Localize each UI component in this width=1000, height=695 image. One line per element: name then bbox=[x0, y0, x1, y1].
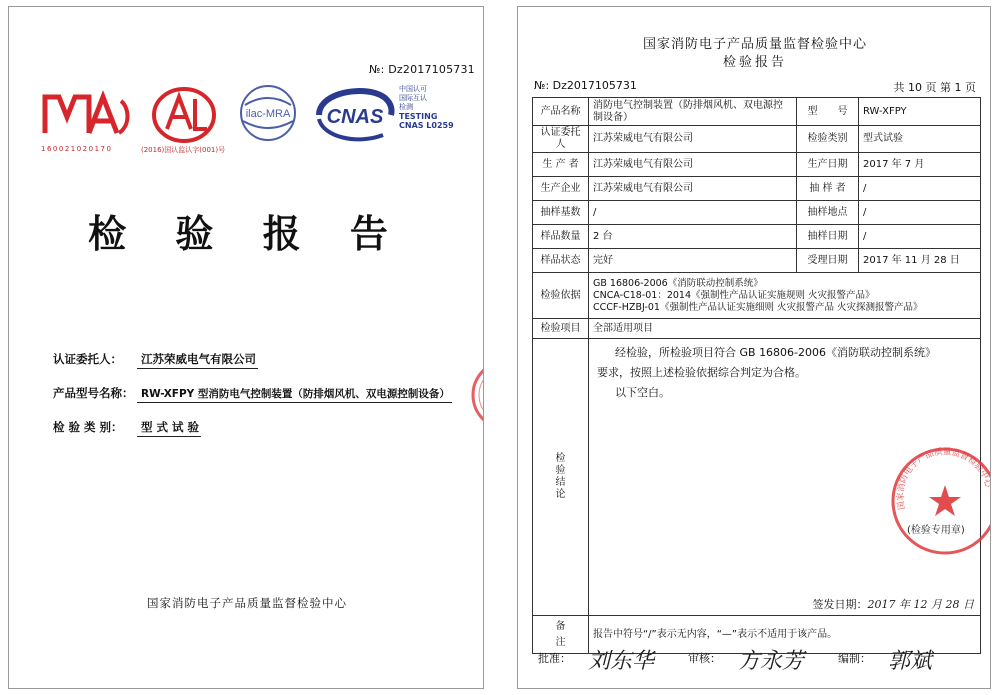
model-label: 型 号 bbox=[797, 98, 859, 126]
cnas-testing: TESTING bbox=[399, 112, 438, 121]
sample-qty-label: 样品数量 bbox=[533, 225, 589, 249]
inspect-type-value: 型式试验 bbox=[859, 126, 981, 153]
sign-date-label: 签发日期： bbox=[812, 598, 868, 611]
items-value: 全部适用项目 bbox=[589, 319, 981, 339]
report-header-org: 国家消防电子产品质量监督检验中心 bbox=[642, 37, 867, 52]
inspect-type-label: 检验类别 bbox=[797, 126, 859, 153]
approve-label: 批准： bbox=[538, 652, 571, 665]
cma-code: 160021020170 bbox=[41, 145, 113, 153]
conclusion-line-1: 经检验，所检验项目符合 GB 16806-2006《消防联动控制系统》 bbox=[615, 346, 937, 359]
sample-place-value: / bbox=[859, 201, 981, 225]
seal-label: (检验专用章) bbox=[907, 525, 965, 536]
basis-line-2: CNCA-C18-01：2014《强制性产品认证实施规则 火灾报警产品》 bbox=[593, 289, 875, 301]
report-number: №: Dz2017105731 bbox=[534, 79, 637, 92]
seal-arc-text: 国家消防电子产品质量监督检验中心 bbox=[895, 447, 994, 511]
client-label: 认证委托人 bbox=[533, 126, 589, 153]
compile-signature: 郭斌 bbox=[888, 649, 933, 674]
compile-label: 编制： bbox=[838, 652, 871, 665]
producer-value: 江苏荣威电气有限公司 bbox=[589, 153, 797, 177]
cover-field-type bbox=[53, 419, 473, 437]
conclusion-body bbox=[589, 339, 994, 615]
table-row bbox=[533, 225, 981, 249]
table-row bbox=[533, 177, 981, 201]
cnas-side-cn-1: 中国认可 bbox=[399, 85, 427, 93]
cover-center-name: 国家消防电子产品质量监督检验中心 bbox=[147, 596, 347, 610]
inspection-seal-icon bbox=[889, 445, 994, 557]
cover-field-client-value: 江苏荣威电气有限公司 bbox=[137, 351, 258, 369]
sampler-value: / bbox=[859, 177, 981, 201]
accept-date-value: 2017 年 11 月 28 日 bbox=[859, 249, 981, 273]
sign-date bbox=[813, 599, 974, 611]
svg-text:CNAS: CNAS bbox=[326, 106, 384, 128]
sample-date-value: / bbox=[859, 225, 981, 249]
report-header-title: 检验报告 bbox=[722, 55, 787, 70]
conclusion-label-char: 检 bbox=[555, 453, 566, 464]
factory-label: 生产企业 bbox=[533, 177, 589, 201]
cal-logo-icon bbox=[149, 85, 219, 145]
conclusion-label-char: 论 bbox=[555, 489, 566, 500]
cnas-logo-icon bbox=[313, 85, 397, 147]
seal-edge-icon bbox=[469, 355, 484, 435]
cover-title: 检 验 报 告 bbox=[88, 212, 406, 256]
table-row bbox=[533, 319, 981, 339]
accept-date-label: 受理日期 bbox=[797, 249, 859, 273]
report-table bbox=[532, 97, 994, 654]
prod-date-value: 2017 年 7 月 bbox=[859, 153, 981, 177]
producer-label: 生 产 者 bbox=[533, 153, 589, 177]
basis-line-3: CCCF-HZBJ-01《强制性产品认证实施细则 火灾报警产品 火灾探测报警产品》 bbox=[593, 301, 923, 313]
certification-logos bbox=[37, 79, 457, 159]
factory-value: 江苏荣威电气有限公司 bbox=[589, 177, 797, 201]
cma-logo-icon bbox=[41, 87, 133, 143]
cnas-code: CNAS L0259 bbox=[399, 121, 454, 130]
review-label: 审核： bbox=[688, 652, 721, 665]
review-signature: 方永芳 bbox=[738, 649, 805, 674]
basis-line-1: GB 16806-2006《消防联动控制系统》 bbox=[593, 277, 763, 289]
table-row bbox=[533, 273, 981, 319]
svg-text:ilac-MRA: ilac-MRA bbox=[245, 108, 291, 120]
sample-date-label: 抽样日期 bbox=[797, 225, 859, 249]
model-value: RW-XFPY bbox=[859, 98, 981, 126]
sign-date-value: 2017 年 12 月 28 日 bbox=[867, 598, 974, 611]
remark-label-char: 备 bbox=[555, 620, 566, 632]
conclusion-label-char: 结 bbox=[555, 477, 566, 488]
report-page bbox=[517, 6, 994, 689]
items-label: 检验项目 bbox=[533, 319, 589, 339]
basis-values bbox=[589, 273, 981, 319]
sample-place-label: 抽样地点 bbox=[797, 201, 859, 225]
table-row bbox=[533, 153, 981, 177]
cover-report-number: №: Dz2017105731 bbox=[369, 63, 475, 76]
report-page-count: 共 10 页 第 1 页 bbox=[893, 81, 976, 94]
cover-page bbox=[8, 6, 484, 689]
table-row bbox=[533, 339, 981, 616]
conclusion-label bbox=[533, 339, 589, 616]
signature-row bbox=[538, 644, 978, 684]
sample-base-value: / bbox=[589, 201, 797, 225]
table-row bbox=[533, 98, 981, 126]
cal-caption: (2016)国认监认字(001)号 bbox=[141, 146, 226, 154]
table-row bbox=[533, 201, 981, 225]
cnas-side-text bbox=[399, 85, 454, 130]
prod-date-label: 生产日期 bbox=[797, 153, 859, 177]
cover-field-product-label: 产品型号名称： bbox=[53, 386, 134, 400]
cnas-side-cn-2: 国际互认 bbox=[399, 94, 427, 102]
conclusion-cell bbox=[589, 339, 994, 616]
sampler-label: 抽 样 者 bbox=[797, 177, 859, 201]
cover-field-product bbox=[53, 385, 473, 403]
sample-state-label: 样品状态 bbox=[533, 249, 589, 273]
basis-label: 检验依据 bbox=[533, 273, 589, 319]
cover-field-product-value: RW-XFPY 型消防电气控制装置（防排烟风机、双电源控制设备） bbox=[137, 386, 452, 403]
sample-qty-value: 2 台 bbox=[589, 225, 797, 249]
approve-signature: 刘东华 bbox=[588, 649, 655, 674]
cnas-side-cn-3: 检测 bbox=[399, 103, 413, 111]
ilac-mra-logo-icon bbox=[237, 83, 299, 153]
table-row bbox=[533, 249, 981, 273]
conclusion-line-3: 以下空白。 bbox=[615, 386, 670, 399]
product-name-label: 产品名称 bbox=[533, 98, 589, 126]
product-name-value: 消防电气控制装置（防排烟风机、双电源控制设备） bbox=[589, 98, 797, 126]
remark-value: 报告中符号“/”表示无内容，“—”表示不适用于该产品。 bbox=[589, 616, 981, 654]
conclusion-line-2: 要求，按照上述检验依据综合判定为合格。 bbox=[597, 366, 806, 379]
cover-field-client-label: 认证委托人： bbox=[53, 352, 122, 366]
client-value: 江苏荣威电气有限公司 bbox=[589, 126, 797, 153]
table-row bbox=[533, 126, 981, 153]
cover-field-type-value: 型 式 试 验 bbox=[137, 419, 201, 437]
sample-base-label: 抽样基数 bbox=[533, 201, 589, 225]
sample-state-value: 完好 bbox=[589, 249, 797, 273]
conclusion-label-char: 验 bbox=[555, 465, 566, 476]
cover-field-client bbox=[53, 351, 473, 369]
remark-label-char: 注 bbox=[555, 636, 566, 648]
cover-field-type-label: 检 验 类 别： bbox=[53, 420, 123, 434]
